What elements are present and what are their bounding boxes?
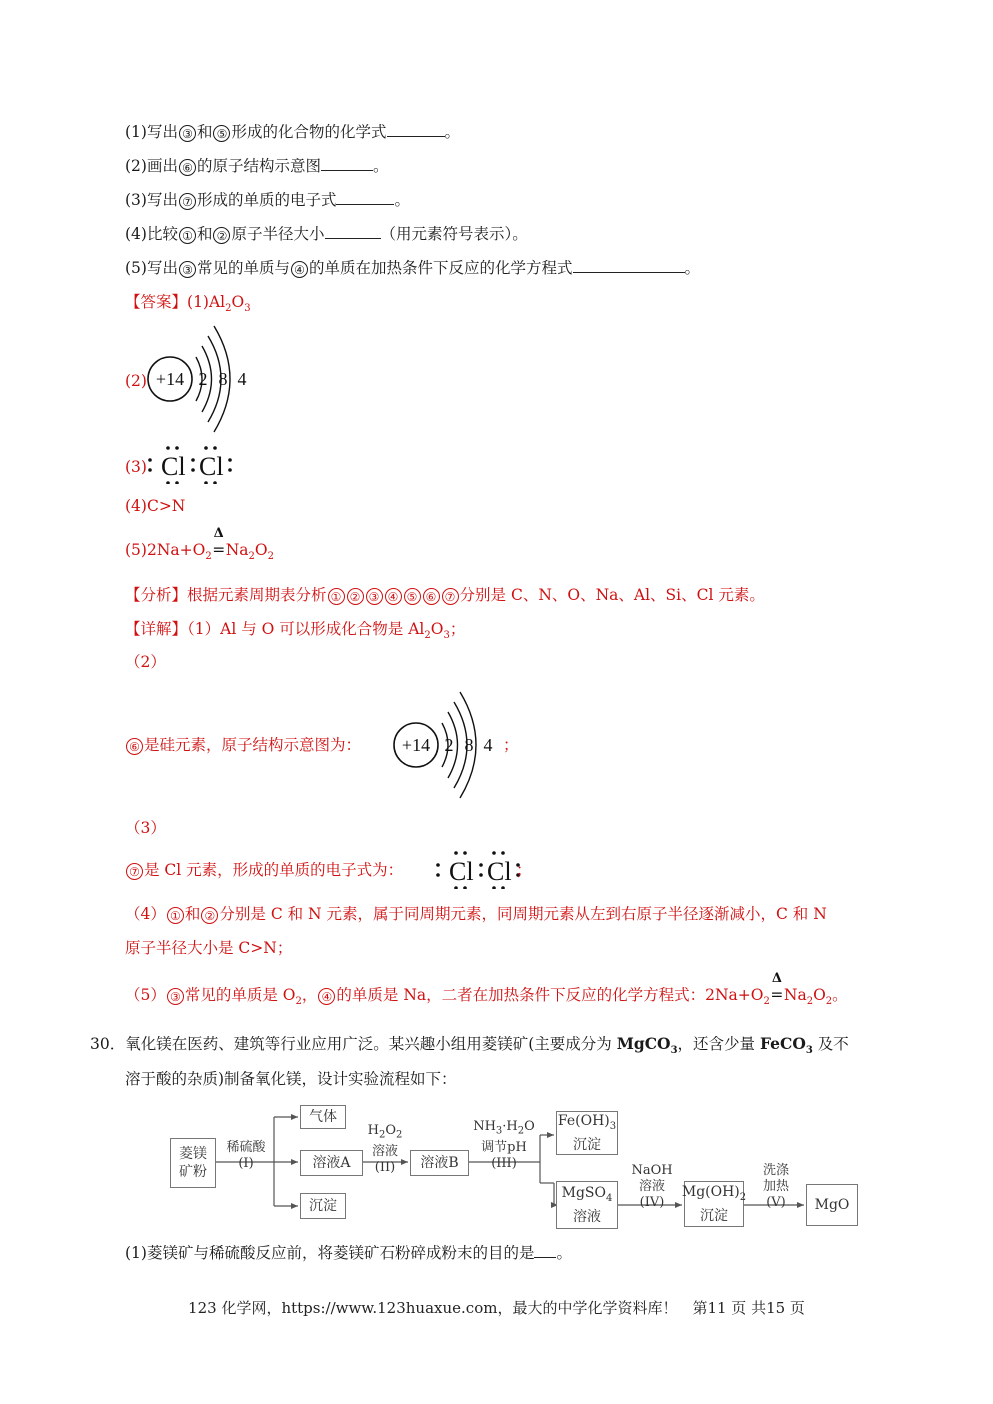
detail-4: （4） ① 和 ② 分别是 C 和 N 元素，属于同周期元素，同周期元素从左到右原子半径逐渐减小，C 和 N xyxy=(125,905,827,923)
svg-text:2: 2 xyxy=(444,735,454,755)
question-5: (5)写出 ③ 常见的单质与 ④ 的单质在加热条件下反应的化学方程式 。 xyxy=(125,259,701,277)
svg-text:+14: +14 xyxy=(155,369,185,389)
answer-2-label: (2) xyxy=(125,372,147,390)
detail-3-head: （3） xyxy=(125,819,166,837)
detail-3-end: ； xyxy=(516,861,532,879)
box-precipitate: 沉淀 xyxy=(300,1193,346,1219)
process-flow-diagram xyxy=(160,1105,870,1235)
box-solution-b: 溶液B xyxy=(410,1150,469,1176)
step-3-label: $NH_3\cdot H_2O$ 调节pH (III) xyxy=(473,1119,535,1171)
svg-text:4: 4 xyxy=(237,369,247,389)
answer-tag: 【答案】 xyxy=(125,293,188,311)
step-5-label: 洗涤 加热 (V) xyxy=(762,1163,789,1210)
svg-text:Cl: Cl xyxy=(449,857,474,886)
box-mgo: MgO xyxy=(806,1184,858,1226)
step-4-label: NaOH 溶液 (IV) xyxy=(631,1163,673,1210)
answer-4: (4)C>N xyxy=(125,497,186,515)
question-number: 30． xyxy=(90,1035,126,1053)
box-gas: 气体 xyxy=(300,1105,346,1129)
answer-5: $(5)2Na+O_2$ Δ $=Na_2O_2$ xyxy=(125,526,274,563)
detail-2: ⑥ 是硅元素，原子结构示意图为： xyxy=(125,734,361,756)
box-magnesite-powder: 菱镁 矿粉 xyxy=(170,1138,216,1188)
q30-sub1: (1)菱镁矿与稀硫酸反应前，将菱镁矿石粉碎成粉末的目的是 。 xyxy=(125,1244,572,1262)
cl2-electron-formula-answer xyxy=(144,442,236,488)
cl2-electron-formula-detail xyxy=(432,847,524,893)
svg-text:Cl: Cl xyxy=(161,452,186,481)
detail-3: ⑦ 是 Cl 元素，形成的单质的电子式为： xyxy=(125,859,403,881)
box-solution-a: 溶液A xyxy=(300,1150,363,1176)
step-2-label: $H_2O_2$ 溶液 (II) xyxy=(367,1123,403,1175)
question-4: (4)比较 ① 和 ② 原子半径大小 （用元素符号表示）。 xyxy=(125,225,528,243)
detail-5: （5） ③ 常见的单质是 $O_2$， ④ 的单质是 Na，二者在加热条件下反应的化学方程式：$2Na+O_2$ Δ $=Na_2O_2$。 xyxy=(125,971,848,1008)
question-2: (2)画出 ⑥ 的原子结构示意图 。 xyxy=(125,157,389,175)
page-footer: 123 化学网，https://www.123huaxue.com，最大的中学化学资料库！ 第11 页 共15 页 xyxy=(188,1299,805,1317)
svg-text:Cl: Cl xyxy=(199,452,224,481)
detail-1: 【详解】（1）Al 与 O 可以形成化合物是 $Al_2O_3$； xyxy=(125,620,466,642)
svg-text:8: 8 xyxy=(464,735,474,755)
box-mgso4-solution: MgSO$_4$ 溶液 xyxy=(556,1181,618,1229)
detail-2-end: ； xyxy=(503,736,519,754)
answer-3-label: (3) xyxy=(125,458,147,476)
q30-line2: 溶于酸的杂质)制备氧化镁，设计实验流程如下： xyxy=(125,1070,457,1088)
step-1-label: 稀硫酸 (I) xyxy=(226,1140,266,1171)
svg-text:Cl: Cl xyxy=(487,857,512,886)
question-1: (1)写出 ③ 和 ⑤ 形成的化合物的化学式 。 xyxy=(125,123,461,141)
detail-2-head: （2） xyxy=(125,653,166,671)
svg-text:8: 8 xyxy=(218,369,228,389)
svg-text:4: 4 xyxy=(483,735,493,755)
box-fe-hydroxide: $Fe(OH)_3$ 沉淀 xyxy=(556,1111,618,1155)
detail-4-line2: 原子半径大小是 C>N； xyxy=(125,939,293,957)
analysis: 【分析】根据元素周期表分析 ① ② ③ ④ ⑤ ⑥ ⑦ 分别是 C、N、O、Na、Al、Si、Cl 元素。 xyxy=(125,586,765,604)
svg-text:+14: +14 xyxy=(401,735,431,755)
atom-diagram-detail xyxy=(392,688,502,800)
answer-1: 【答案】$(1)Al_2O_3$ xyxy=(125,293,251,315)
svg-text:2: 2 xyxy=(198,369,208,389)
question-3: (3)写出 ⑦ 形成的单质的电子式 。 xyxy=(125,191,410,209)
q30-line1: 30．氧化镁在医药、建筑等行业应用广泛。某兴趣小组用菱镁矿(主要成分为 MgCO$_3$，还含少量 FeCO$_3$ 及不 xyxy=(90,1034,849,1057)
box-mg-hydroxide: $Mg(OH)_2$ 沉淀 xyxy=(684,1181,744,1227)
atom-diagram-answer xyxy=(146,322,256,434)
